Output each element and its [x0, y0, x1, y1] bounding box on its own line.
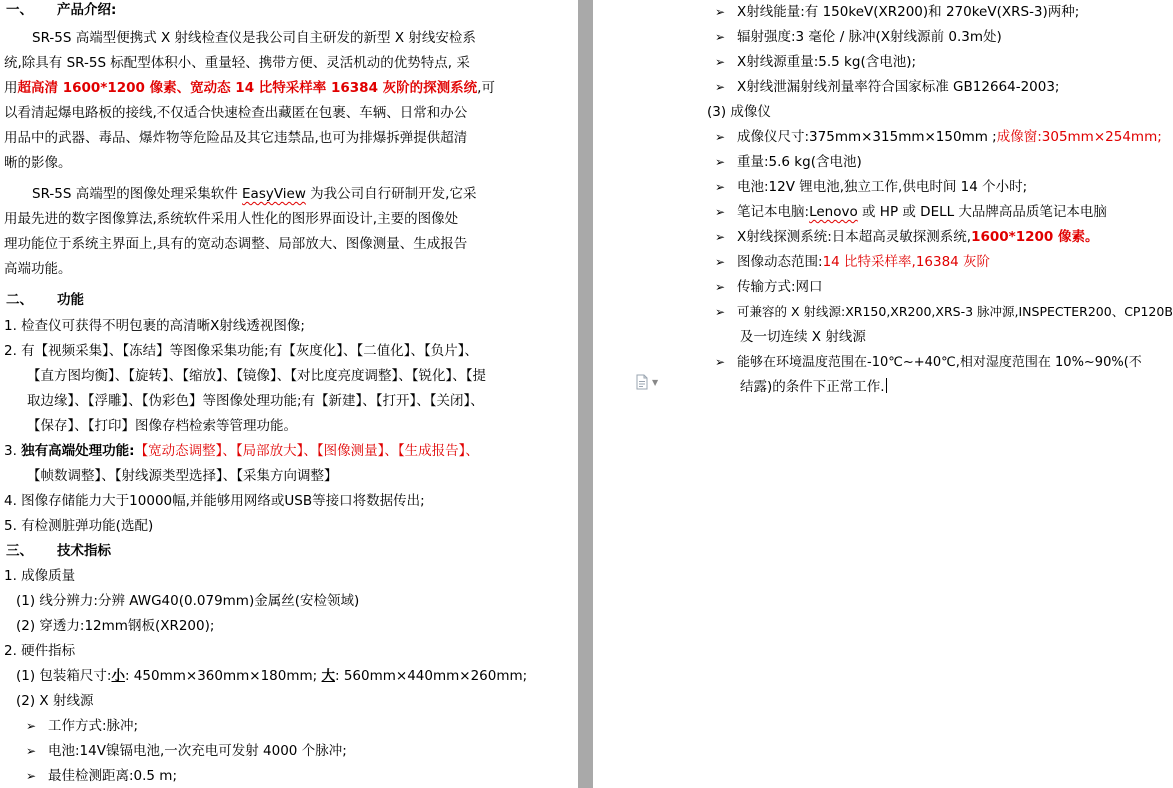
paragraph-line: 统,除具有 SR-5S 标配型体积小、重量轻、携带方便、灵活机动的优势特点, 采	[4, 55, 470, 71]
arrow-bullet-icon: ➢	[715, 80, 726, 94]
highlight-text: 超高清 1600*1200 像素、宽动态 14 比特采样率 16384 灰阶的探测系统	[17, 80, 478, 96]
section-number: 三、	[6, 543, 33, 559]
sub-list-item: (3) 成像仪	[707, 104, 771, 120]
document-page-left	[0, 0, 578, 788]
section-title: 功能	[57, 292, 84, 308]
text-run: 传输方式:网口	[737, 279, 823, 295]
section-number: 一、	[6, 2, 33, 18]
list-item: 4. 图像存储能力大于10000幅,并能够用网络或USB等接口将数据传出;	[4, 493, 425, 509]
bullet-item-continuation	[740, 377, 887, 397]
arrow-bullet-icon: ➢	[26, 744, 37, 758]
list-item: 1. 检查仪可获得不明包裹的高清晰X射线透视图像;	[4, 318, 305, 334]
arrow-bullet-icon: ➢	[715, 305, 726, 319]
list-item-continuation: 【直方图均衡】、【旋转】、【缩放】、【镜像】、【对比度亮度调整】、【锐化】、【提	[27, 368, 486, 384]
paragraph-line: SR-5S 高端型便携式 X 射线检查仪是我公司自主研发的新型 X 射线安检系	[32, 30, 476, 46]
section-2-heading	[6, 290, 84, 310]
text-run: 笔记本电脑:	[737, 204, 810, 220]
text-run: 最佳检测距离:0.5 m;	[48, 768, 178, 784]
list-item-continuation: 【保存】、【打印】图像存档检索等管理功能。	[27, 418, 297, 434]
arrow-bullet-icon: ➢	[26, 719, 37, 733]
bullet-item	[715, 127, 1162, 147]
text-run: 辐射强度:3 毫伦 / 脉冲(X射线源前 0.3m处)	[737, 29, 1002, 45]
highlight-text: 成像窗:305mm×254mm;	[996, 129, 1162, 145]
paragraph-line: 以看清起爆电路板的接线,不仅适合快速检查出藏匿在包裹、车辆、日常和办公	[4, 105, 468, 121]
bullet-item	[26, 716, 138, 736]
text-run: 重量:5.6 kg(含电池)	[737, 154, 862, 170]
text-run: (1) 包装箱尺寸:	[16, 668, 112, 684]
text-run: X射线探测系统:日本超高灵敏探测系统,	[737, 229, 972, 245]
sub-list-item: (2) 穿透力:12mm钢板(XR200);	[16, 618, 215, 634]
underlined-text: 大	[321, 668, 335, 684]
arrow-bullet-icon: ➢	[26, 769, 37, 783]
text-run: 为我公司自行研制开发,它采	[305, 186, 477, 202]
arrow-bullet-icon: ➢	[715, 355, 726, 369]
paragraph-line: 晰的影像。	[4, 155, 72, 171]
section-number: 二、	[6, 292, 33, 308]
bullet-item	[715, 252, 990, 272]
text-run: : 450mm×360mm×180mm;	[124, 668, 322, 684]
bullet-item	[715, 202, 1107, 222]
sub-list-item	[16, 666, 527, 686]
text-run: : 560mm×440mm×260mm;	[334, 668, 528, 684]
list-item: 2. 硬件指标	[4, 643, 76, 659]
bullet-item	[715, 352, 1142, 373]
arrow-bullet-icon: ➢	[715, 155, 726, 169]
list-item-continuation: 取边缘】、【浮雕】、【伪彩色】等图像处理功能;有【新建】、【打开】、【关闭】、	[27, 393, 484, 409]
list-item: 5. 有检测脏弹功能(选配)	[4, 518, 154, 534]
spellcheck-word: EasyView	[242, 186, 306, 202]
section-3-heading	[6, 541, 111, 561]
list-item	[4, 441, 479, 461]
sub-list-item: (1) 线分辨力:分辨 AWG40(0.079mm)金属丝(安检领域)	[16, 593, 360, 609]
text-run: SR-5S 高端型的图像处理采集软件	[32, 186, 243, 202]
text-run: ,可	[477, 80, 495, 96]
list-item: 2. 有【视频采集】、【冻结】等图像采集功能;有【灰度化】、【二值化】、【负片】、	[4, 343, 478, 359]
text-run: 电池:14V镍镉电池,一次充电可发射 4000 个脉冲;	[48, 743, 347, 759]
text-run: 图像动态范围:	[737, 254, 823, 270]
spellcheck-word: Lenovo	[809, 204, 858, 220]
document-page-right	[593, 0, 1173, 788]
bullet-item	[715, 227, 1099, 247]
sub-list-item: (2) X 射线源	[16, 693, 94, 709]
highlight-text: 14 比特采样率,16384 灰阶	[822, 254, 991, 270]
bullet-item-continuation: 及一切连续 X 射线源	[740, 329, 866, 345]
section-1-heading	[6, 0, 116, 20]
document-icon[interactable]	[634, 374, 650, 390]
text-run: 能够在环境温度范围在-10℃~+40℃,相对湿度范围在 10%~90%(不	[737, 355, 1142, 370]
paragraph-line: 用最先进的数字图像算法,系统软件采用人性化的图形界面设计,主要的图像处	[4, 211, 459, 227]
highlight-text: 【宽动态调整】、【局部放大】、【图像测量】、【生成报告】、	[134, 443, 479, 459]
arrow-bullet-icon: ➢	[715, 255, 726, 269]
text-run: 工作方式:脉冲;	[48, 718, 139, 734]
section-title: 技术指标	[57, 543, 111, 559]
text-run: X射线泄漏射线剂量率符合国家标准 GB12664-2003;	[737, 79, 1060, 95]
bold-text: 独有高端处理功能:	[21, 443, 135, 459]
text-cursor	[886, 378, 887, 393]
arrow-bullet-icon: ➢	[715, 280, 726, 294]
bullet-item	[715, 177, 1027, 197]
dropdown-caret-icon[interactable]: ▼	[652, 378, 659, 387]
paragraph-line	[32, 184, 476, 204]
text-run: X射线源重量:5.5 kg(含电池);	[737, 54, 917, 70]
arrow-bullet-icon: ➢	[715, 180, 726, 194]
arrow-bullet-icon: ➢	[715, 230, 726, 244]
bullet-item	[715, 77, 1059, 97]
paragraph-line	[4, 78, 495, 98]
page-gutter	[578, 0, 593, 788]
paragraph-line: 用品中的武器、毒品、爆炸物等危险品及其它违禁品,也可为排爆拆弹提供超清	[4, 130, 468, 146]
arrow-bullet-icon: ➢	[715, 55, 726, 69]
list-item-continuation: 【帧数调整】、【射线源类型选择】、【采集方向调整】	[27, 468, 338, 484]
paragraph-line: 理功能位于系统主界面上,具有的宽动态调整、局部放大、图像测量、生成报告	[4, 236, 468, 252]
paragraph-line: 高端功能。	[4, 261, 72, 277]
text-run: 或 HP 或 DELL 大品牌高品质笔记本电脑	[857, 204, 1107, 220]
bullet-item	[715, 302, 1173, 322]
section-title: 产品介绍:	[57, 2, 117, 18]
text-run: X射线能量:有 150keV(XR200)和 270keV(XRS-3)两种;	[737, 4, 1080, 20]
arrow-bullet-icon: ➢	[715, 5, 726, 19]
bullet-item	[715, 2, 1079, 22]
underlined-text: 小	[111, 668, 125, 684]
text-run: 3.	[4, 443, 22, 459]
bullet-item	[26, 766, 177, 786]
arrow-bullet-icon: ➢	[715, 205, 726, 219]
list-item: 1. 成像质量	[4, 568, 76, 584]
bullet-item	[715, 152, 862, 172]
text-run: 用	[4, 80, 18, 96]
bullet-item	[715, 27, 1002, 47]
text-run: 电池:12V 锂电池,独立工作,供电时间 14 个小时;	[737, 179, 1028, 195]
text-run: 结露)的条件下正常工作.	[740, 379, 885, 395]
text-run: 可兼容的 X 射线源:XR150,XR200,XRS-3 脉冲源,INSPECTER200、CP120B	[737, 304, 1173, 319]
arrow-bullet-icon: ➢	[715, 30, 726, 44]
bullet-item	[715, 52, 916, 72]
arrow-bullet-icon: ➢	[715, 130, 726, 144]
bullet-item	[26, 741, 347, 761]
bullet-item	[715, 277, 823, 297]
highlight-text: 1600*1200 像素。	[971, 229, 1099, 245]
text-run: 成像仪尺寸:375mm×315mm×150mm ;	[737, 129, 997, 145]
